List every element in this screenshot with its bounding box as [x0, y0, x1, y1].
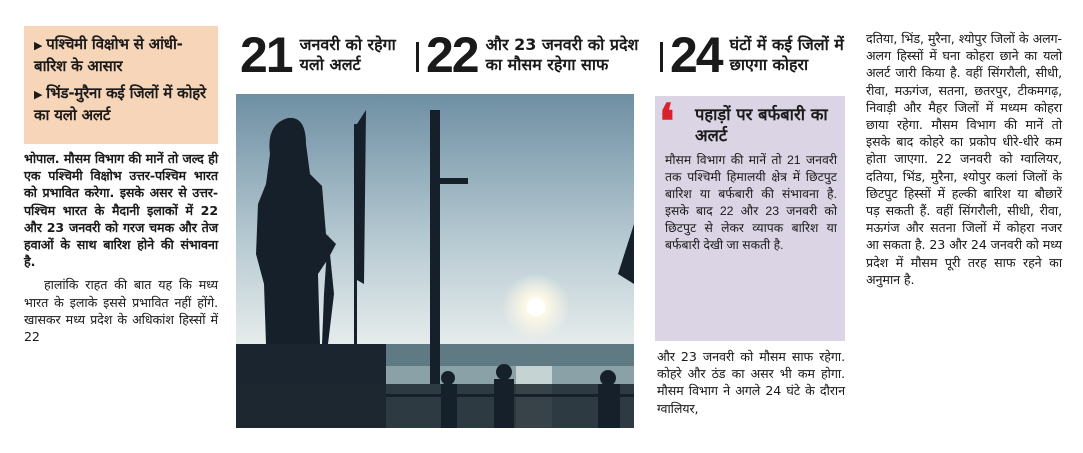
- triangle-right-icon: ▶: [34, 39, 43, 52]
- divider: [660, 42, 663, 72]
- right-column: [866, 30, 1062, 288]
- article-paragraph: दतिया, भिंड, मुरैना, श्योपुर जिलों के अलग-अलग हिस्सों में घना कोहरा छाने का यलो अलर्ट जारी किया है. वहीं सिंगरौली, सीधी, रीवा, मऊगंज, सतना, छतरपुर, टीकमगढ़, निवाड़ी और मैहर जिलों में मध्यम कोहरा छाया रहेगा. मौसम विभाग की मानें तो इसके बाद कोहरे का प्रकोप धीरे-धीरे कम होता जाएगा. 22 जनवरी को ग्वालियर, दतिया, भिंड, मुरैना, श्योपुर कलां जिलों के छिटपुट हिस्सों में हल्की बारिश या बौछारें पड़ सकती हैं. वहीं सिंगरौली, सीधी, रीवा, मऊगंज और सतना जिलों में कोहरा नजर आ सकता है. 23 और 24 जनवरी को मध्य प्रदेश में मौसम पूरी तरह साफ रहने का अनुमान है.: [866, 31, 1062, 287]
- snowfall-alert-box: [655, 96, 845, 341]
- headline-22: 22 और 23 जनवरी को प्रदेश का मौसम रहेगा साफ: [426, 30, 654, 80]
- divider: [416, 42, 419, 72]
- headline-24: 24 घंटों में कई जिलों में छाएगा कोहरा: [670, 30, 854, 80]
- article-paragraph: और 23 जनवरी को मौसम साफ रहेगा. कोहरे और ठंड का असर भी कम होगा. मौसम विभाग ने अगले 24 घंटे के दौरान ग्वालियर,: [657, 349, 845, 416]
- triangle-right-icon: ▶: [34, 88, 43, 101]
- sidebox-title: पहाड़ों पर बर्फबारी का अलर्ट: [695, 105, 828, 145]
- left-column: [24, 26, 218, 345]
- article-paragraph: भोपाल. मौसम विभाग की मानें तो जल्द ही एक पश्चिमी विक्षोभ उत्तर-पश्चिम भारत को प्रभावित करेगा. इसके असर से उत्तर-पश्चिम भारत के मैदानी इलाकों में 22 और 23 जनवरी को गरज चमक और तेज हवाओं के साथ बारिश होने की संभावना है.: [24, 151, 218, 270]
- sunset-statue-photo: [236, 94, 634, 428]
- middle-column: [657, 348, 845, 417]
- sidebox-body: मौसम विभाग की मानें तो 21 जनवरी तक पश्चिमी हिमालयी क्षेत्र में छिटपुट बारिश या बर्फबारी की संभावना है. इसके बाद 22 और 23 जनवरी को छिटपुट से लेकर व्यापक बारिश या बर्फबारी देखी जा सकती है.: [665, 153, 837, 252]
- highlight-item: ▶ भिंड-मुरैना कई जिलों में कोहरे का यलो अलर्ट: [34, 84, 206, 124]
- headline-21: 21 जनवरी को रहेगा यलो अलर्ट: [240, 27, 396, 83]
- article-paragraph: हालांकि राहत की बात यह कि मध्य भारत के इलाके इससे प्रभावित नहीं होंगे. खासकर मध्य प्रदेश के अधिकांश हिस्सों में 22: [24, 277, 218, 345]
- highlights-box: [24, 26, 218, 144]
- highlight-item: ▶ पश्चिमी विक्षोभ से आंधी-बारिश के आसार: [34, 35, 183, 75]
- quote-mark-icon: ❛: [659, 94, 675, 150]
- headline-row: [240, 27, 844, 84]
